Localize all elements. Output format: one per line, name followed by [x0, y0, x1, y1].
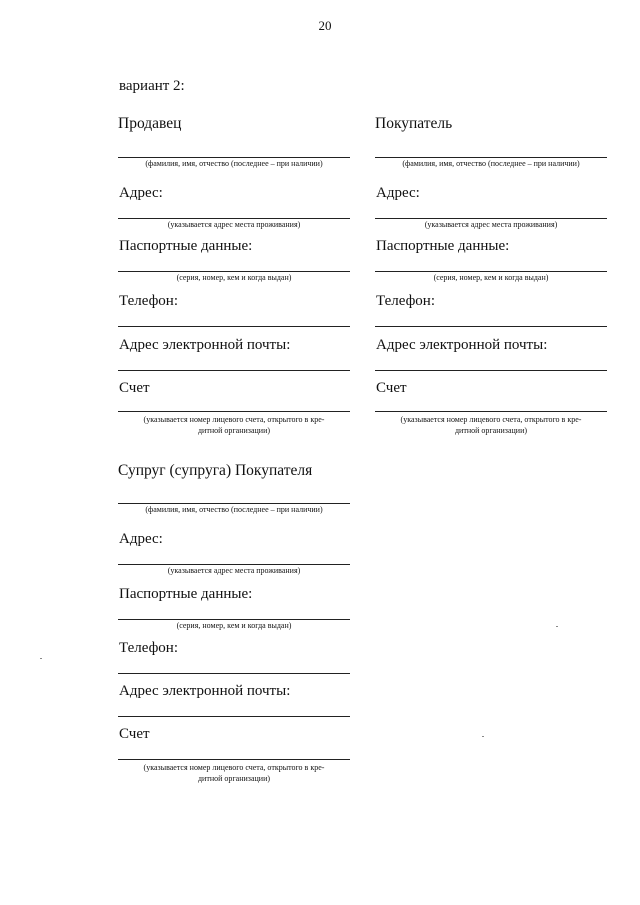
buyer-name-field[interactable] [375, 157, 607, 158]
scan-speck [556, 626, 558, 627]
spouse-email-label: Адрес электронной почты: [119, 683, 291, 699]
seller-name-field[interactable] [118, 157, 350, 158]
spouse-heading: Супруг (супруга) Покупателя [118, 462, 313, 479]
seller-address-field[interactable] [118, 218, 350, 219]
seller-name-caption: (фамилия, имя, отчество (последнее – при наличии) [145, 159, 323, 168]
buyer-heading: Покупатель [375, 115, 453, 132]
seller-account-caption-line1: (указывается номер лицевого счета, открытого в кре- [143, 415, 325, 424]
variant-label: вариант 2: [119, 78, 185, 94]
scan-speck [482, 736, 484, 737]
buyer-address-field[interactable] [375, 218, 607, 219]
buyer-phone-label: Телефон: [376, 293, 435, 309]
seller-email-field[interactable] [118, 370, 350, 371]
page-number: 20 [318, 18, 332, 33]
spouse-phone-field[interactable] [118, 673, 350, 674]
spouse-name-field[interactable] [118, 503, 350, 504]
spouse-address-label: Адрес: [119, 531, 163, 547]
buyer-account-caption-line1: (указывается номер лицевого счета, открытого в кре- [400, 415, 582, 424]
spouse-address-caption: (указывается адрес места проживания) [167, 566, 301, 575]
spouse-account-caption-line2: дитной организации) [197, 774, 271, 783]
spouse-passport-field[interactable] [118, 619, 350, 620]
scan-speck [40, 658, 42, 659]
buyer-email-label: Адрес электронной почты: [376, 337, 548, 353]
buyer-address-caption: (указывается адрес места проживания) [424, 220, 558, 229]
buyer-email-field[interactable] [375, 370, 607, 371]
spouse-account-caption-line1: (указывается номер лицевого счета, открытого в кре- [143, 763, 325, 772]
buyer-account-field[interactable] [375, 411, 607, 412]
spouse-email-field[interactable] [118, 716, 350, 717]
buyer-account-caption-line2: дитной организации) [454, 426, 528, 435]
seller-account-caption-line2: дитной организации) [197, 426, 271, 435]
buyer-phone-field[interactable] [375, 326, 607, 327]
seller-account-caption [118, 414, 350, 436]
seller-passport-label: Паспортные данные: [119, 238, 253, 254]
seller-heading: Продавец [118, 115, 182, 132]
spouse-account-field[interactable] [118, 759, 350, 760]
seller-account-field[interactable] [118, 411, 350, 412]
buyer-account-label: Счет [376, 380, 407, 396]
seller-passport-field[interactable] [118, 271, 350, 272]
spouse-account-label: Счет [119, 726, 150, 742]
seller-phone-label: Телефон: [119, 293, 178, 309]
buyer-passport-caption: (серия, номер, кем и когда выдан) [433, 273, 549, 282]
spouse-phone-label: Телефон: [119, 640, 178, 656]
seller-address-caption: (указывается адрес места проживания) [167, 220, 301, 229]
seller-account-label: Счет [119, 380, 150, 396]
spouse-name-caption: (фамилия, имя, отчество (последнее – при наличии) [145, 505, 323, 514]
spouse-account-caption [118, 762, 350, 784]
spouse-passport-caption: (серия, номер, кем и когда выдан) [176, 621, 292, 630]
buyer-address-label: Адрес: [376, 185, 420, 201]
spouse-address-field[interactable] [118, 564, 350, 565]
seller-address-label: Адрес: [119, 185, 163, 201]
buyer-passport-field[interactable] [375, 271, 607, 272]
buyer-account-caption [375, 414, 607, 436]
buyer-passport-label: Паспортные данные: [376, 238, 510, 254]
seller-email-label: Адрес электронной почты: [119, 337, 291, 353]
seller-passport-caption: (серия, номер, кем и когда выдан) [176, 273, 292, 282]
spouse-passport-label: Паспортные данные: [119, 586, 253, 602]
buyer-name-caption: (фамилия, имя, отчество (последнее – при наличии) [402, 159, 580, 168]
seller-phone-field[interactable] [118, 326, 350, 327]
